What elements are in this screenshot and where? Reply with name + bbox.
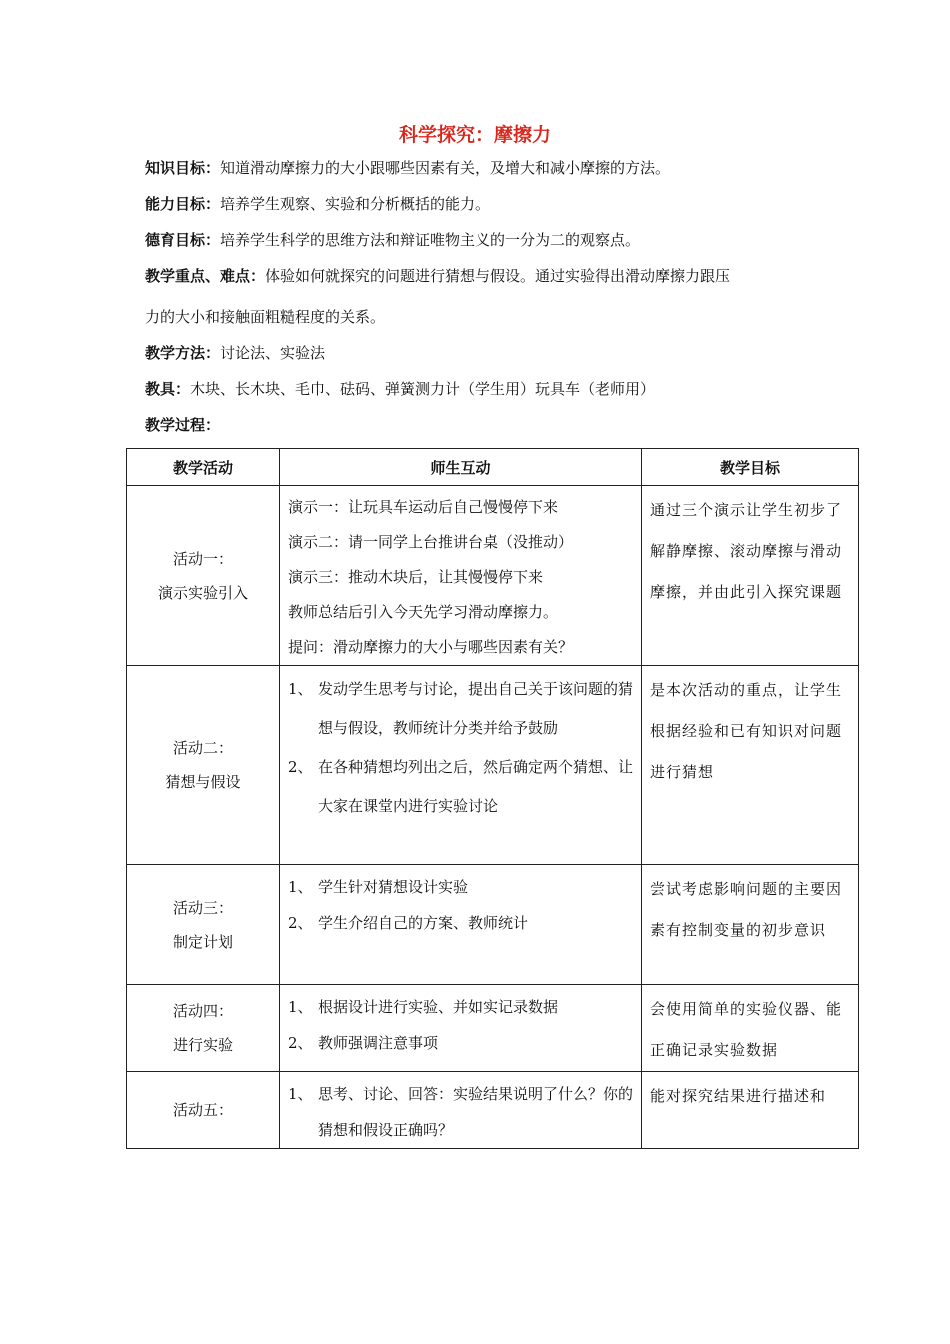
activity-cell: 活动一： 演示实验引入 (127, 486, 280, 666)
table-row (127, 865, 859, 985)
header-goal: 教学目标 (642, 449, 859, 486)
key-points: 教学重点、难点：体验如何就探究的问题进行猜想与假设。通过实验得出滑动摩擦力跟压 (145, 267, 731, 285)
activity-cell: 活动四： 进行实验 (127, 985, 280, 1072)
goal-cell: 能对探究结果进行描述和 (642, 1072, 859, 1149)
activity-cell: 活动三： 制定计划 (127, 865, 280, 985)
interaction-cell: 1、 思考、讨论、回答：实验结果说明了什么？你的猜想和假设正确吗？ (280, 1072, 642, 1149)
page-title: 科学探究：摩擦力 (398, 124, 551, 146)
interaction-cell: 1、 学生针对猜想设计实验 2、 学生介绍自己的方案、教师统计 (280, 865, 642, 985)
lesson-table (126, 448, 859, 1149)
header-interaction: 师生互动 (280, 449, 642, 486)
key-points-continued: 力的大小和接触面粗糙程度的关系。 (145, 308, 386, 326)
goal-cell: 会使用简单的实验仪器、能正确记录实验数据 (642, 985, 859, 1072)
table-row (127, 486, 859, 666)
teaching-aids: 教具：木块、长木块、毛巾、砝码、弹簧测力计（学生用）玩具车（老师用） (145, 380, 656, 398)
activity-cell: 活动二： 猜想与假设 (127, 666, 280, 865)
table-header-row (127, 449, 859, 486)
teaching-method: 教学方法：讨论法、实验法 (145, 344, 326, 362)
header-activity: 教学活动 (127, 449, 280, 486)
interaction-cell: 1、 发动学生思考与讨论，提出自己关于该问题的猜想与假设，教师统计分类并给予鼓励 2、 在各种猜想均列出之后，然后确定两个猜想、让大家在课堂内进行实验讨论 (280, 666, 642, 865)
moral-goal: 德育目标：培养学生科学的思维方法和辩证唯物主义的一分为二的观察点。 (145, 231, 641, 249)
table-row (127, 666, 859, 865)
interaction-cell: 1、 根据设计进行实验、并如实记录数据 2、 教师强调注意事项 (280, 985, 642, 1072)
teaching-process-label: 教学过程： (145, 416, 221, 434)
goal-cell: 通过三个演示让学生初步了解静摩擦、滚动摩擦与滑动摩擦，并由此引入探究课题 (642, 486, 859, 666)
knowledge-goal: 知识目标：知道滑动摩擦力的大小跟哪些因素有关，及增大和减小摩擦的方法。 (145, 159, 671, 177)
interaction-cell: 演示一：让玩具车运动后自己慢慢停下来 演示二：请一同学上台推讲台桌（没推动） 演示三：推动木块后，让其慢慢停下来 教师总结后引入今天先学习滑动摩擦力。 提问：滑动摩擦力的大小与哪些因素有关？ (280, 486, 642, 666)
goal-cell: 是本次活动的重点，让学生根据经验和已有知识对问题进行猜想 (642, 666, 859, 865)
table-row (127, 985, 859, 1072)
table-row (127, 1072, 859, 1149)
activity-cell: 活动五： (127, 1072, 280, 1149)
goal-cell: 尝试考虑影响问题的主要因素有控制变量的初步意识 (642, 865, 859, 985)
ability-goal: 能力目标：培养学生观察、实验和分析概括的能力。 (145, 195, 491, 213)
